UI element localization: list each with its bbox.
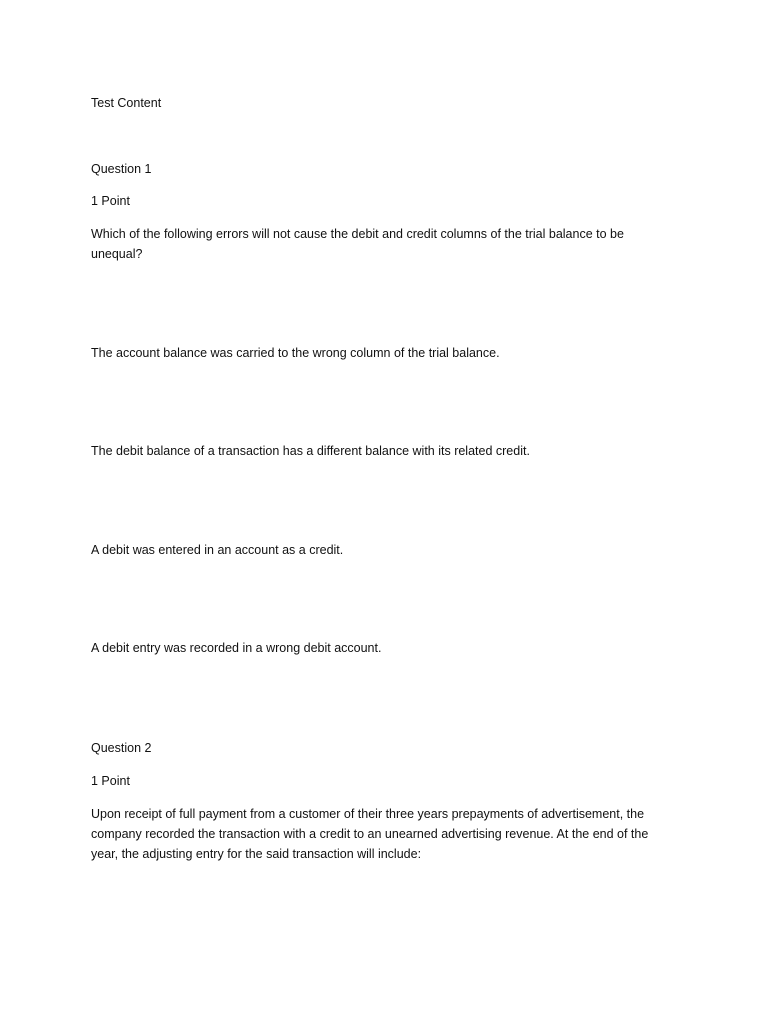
question-1-points: 1 Point bbox=[91, 194, 130, 208]
question-1-option-1[interactable]: The account balance was carried to the wrong column of the trial balance. bbox=[91, 346, 500, 360]
question-2-points: 1 Point bbox=[91, 774, 130, 788]
question-2-prompt: Upon receipt of full payment from a customer of their three years prepayments of advertisement, the company recorded the transaction with a credit to an unearned advertising revenue. At the end of the year, the adjusting entry for the said transaction will include: bbox=[91, 807, 649, 861]
page-title: Test Content bbox=[91, 96, 162, 110]
question-1-option-2[interactable]: The debit balance of a transaction has a different balance with its related credit. bbox=[91, 444, 530, 458]
question-2-heading: Question 2 bbox=[91, 741, 152, 755]
question-1-heading: Question 1 bbox=[91, 162, 152, 176]
question-1-prompt: Which of the following errors will not cause the debit and credit columns of the trial balance to be unequal? bbox=[91, 227, 624, 261]
question-1-option-4[interactable]: A debit entry was recorded in a wrong debit account. bbox=[91, 641, 382, 655]
question-1-option-3[interactable]: A debit was entered in an account as a credit. bbox=[91, 543, 344, 557]
